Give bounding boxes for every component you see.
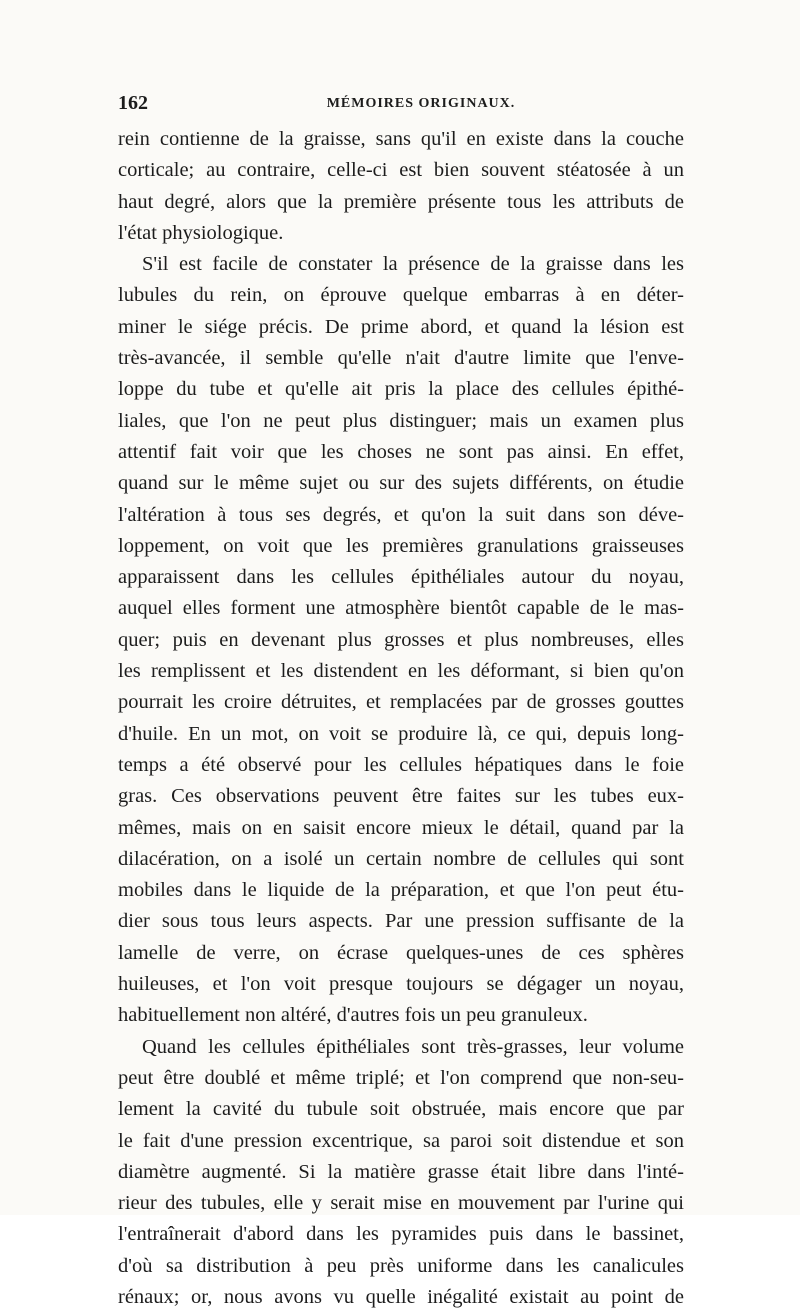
- text-line: haut degré, alors que la première présente tous les attributs de: [118, 190, 684, 213]
- text-line: huileuses, et l'on voit presque toujours se dégager un noyau,: [118, 973, 684, 996]
- text-line: mêmes, mais on en saisit encore mieux le détail, quand par la: [118, 816, 684, 839]
- paragraph-start-line: Quand les cellules épithéliales sont très-grasses, leur volume: [142, 1035, 684, 1058]
- body-text: [118, 124, 684, 1313]
- text-line: lement la cavité du tubule soit obstruée, mais encore que par: [118, 1098, 684, 1121]
- text-line: loppe du tube et qu'elle ait pris la place des cellules épithé-: [118, 378, 684, 401]
- text-line: d'huile. En un mot, on voit se produire là, ce qui, depuis long-: [118, 722, 684, 745]
- text-line: diamètre augmenté. Si la matière grasse était libre dans l'inté-: [118, 1160, 684, 1183]
- paragraph-end-line: habituellement non altéré, d'autres fois un peu granuleux.: [118, 1004, 588, 1027]
- text-line: attentif fait voir que les choses ne sont pas ainsi. En effet,: [118, 440, 684, 463]
- text-line: dilacération, on a isolé un certain nombre de cellules qui sont: [118, 847, 684, 870]
- text-line: pourrait les croire détruites, et remplacées par de grosses gouttes: [118, 691, 684, 714]
- text-line: le fait d'une pression excentrique, sa paroi soit distendue et son: [118, 1129, 684, 1152]
- text-line: corticale; au contraire, celle-ci est bien souvent stéatosée à un: [118, 159, 684, 182]
- page-number: 162: [118, 92, 148, 114]
- running-title: MÉMOIRES ORIGINAUX.: [326, 96, 516, 111]
- text-line: l'altération à tous ses degrés, et qu'on la suit dans son déve-: [118, 503, 684, 526]
- text-line: lamelle de verre, on écrase quelques-unes de ces sphères: [118, 941, 684, 964]
- text-line: auquel elles forment une atmosphère bientôt capable de le mas-: [118, 597, 684, 620]
- text-line: liales, que l'on ne peut plus distinguer; mais un examen plus: [118, 409, 684, 432]
- text-line: l'entraînerait d'abord dans les pyramides puis dans le bassinet,: [118, 1223, 684, 1246]
- text-line: rénaux; or, nous avons vu quelle inégalité existait au point de: [118, 1285, 684, 1308]
- running-header: [118, 92, 684, 122]
- text-line: lubules du rein, on éprouve quelque embarras à en déter-: [118, 284, 684, 307]
- paragraph-end-line: l'état physiologique.: [118, 221, 284, 244]
- text-line: rein contienne de la graisse, sans qu'il en existe dans la couche: [118, 128, 684, 150]
- text-line: d'où sa distribution à peu près uniforme dans les canalicules: [118, 1254, 684, 1277]
- text-line: très-avancée, il semble qu'elle n'ait d'autre limite que l'enve-: [118, 347, 684, 370]
- text-line: dier sous tous leurs aspects. Par une pression suffisante de la: [118, 910, 684, 933]
- text-line: loppement, on voit que les premières granulations graisseuses: [118, 534, 684, 557]
- text-line: les remplissent et les distendent en les déformant, si bien qu'on: [118, 660, 684, 683]
- text-line: rieur des tubules, elle y serait mise en mouvement par l'urine qui: [118, 1192, 684, 1215]
- text-line: quer; puis en devenant plus grosses et plus nombreuses, elles: [118, 628, 684, 651]
- paragraph-start-line: S'il est facile de constater la présence de la graisse dans les: [142, 253, 684, 276]
- text-line: mobiles dans le liquide de la préparation, et que l'on peut étu-: [118, 879, 684, 902]
- text-line: gras. Ces observations peuvent être faites sur les tubes eux-: [118, 785, 684, 808]
- text-line: peut être doublé et même triplé; et l'on comprend que non-seu-: [118, 1066, 684, 1089]
- text-line: miner le siége précis. De prime abord, et quand la lésion est: [118, 315, 684, 338]
- text-line: apparaissent dans les cellules épithéliales autour du noyau,: [118, 566, 684, 589]
- text-line: temps a été observé pour les cellules hépatiques dans le foie: [118, 753, 684, 776]
- text-line: quand sur le même sujet ou sur des sujets différents, on étudie: [118, 472, 684, 495]
